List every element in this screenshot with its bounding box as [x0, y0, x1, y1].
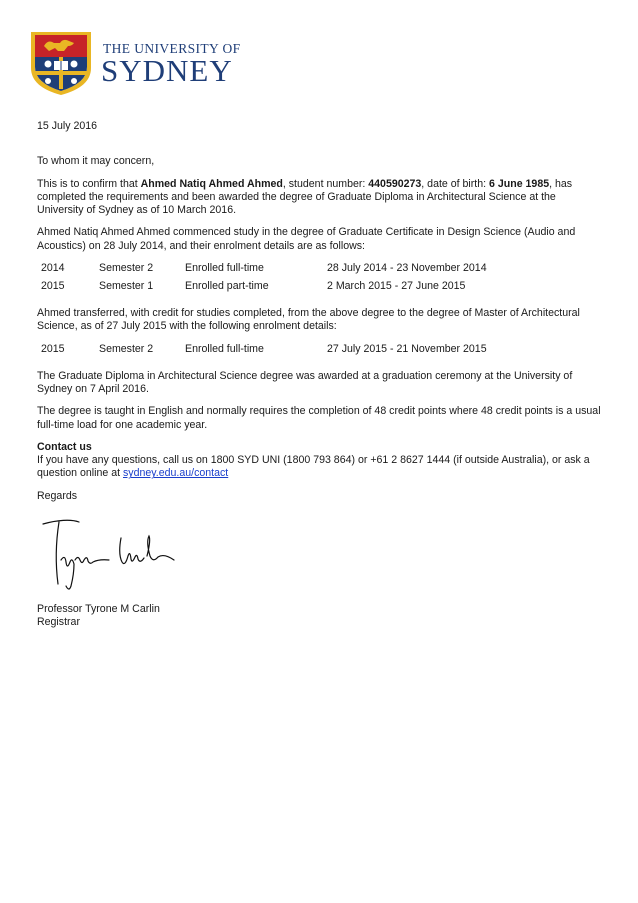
year-cell: 2014 — [41, 262, 65, 275]
transferred-paragraph: Ahmed transferred, with credit for studies completed, from the above degree to the degree of Master of Architectural Science, as of 27 July 2015 with the following enrolment details: — [37, 307, 580, 333]
date-of-birth: 6 June 1985 — [489, 177, 550, 190]
signatory-name: Professor Tyrone M Carlin — [37, 603, 160, 616]
letter-body — [37, 120, 602, 630]
dates-cell: 28 July 2014 - 23 November 2014 — [327, 262, 487, 275]
year-cell: 2015 — [41, 280, 65, 293]
semester-cell: Semester 2 — [99, 342, 154, 355]
table-row — [37, 280, 507, 298]
awarded-paragraph: The Graduate Diploma in Architectural Science degree was awarded at a graduation ceremony at the University of Sydney on 7 April 2016. — [37, 369, 573, 395]
salutation: To whom it may concern, — [37, 155, 155, 168]
semester-cell: Semester 1 — [99, 280, 154, 293]
university-name-line1: THE UNIVERSITY OF — [103, 41, 241, 56]
signatory-title: Registrar — [37, 616, 80, 629]
university-name-line2: SYDNEY — [101, 53, 233, 88]
letter-date: 15 July 2016 — [37, 120, 98, 132]
text: If you have any questions, call us on 1800 SYD UNI (1800 793 864) or +61 2 8627 1444 (if outside Australia), or ask a question online at — [37, 454, 590, 480]
university-crest-icon — [30, 30, 92, 96]
dates-cell: 2 March 2015 - 27 June 2015 — [327, 280, 466, 293]
semester-cell: Semester 2 — [99, 262, 154, 275]
enrolment-table-1 — [37, 262, 507, 298]
text: This is to confirm that — [37, 177, 141, 190]
status-cell: Enrolled full-time — [185, 262, 264, 275]
text: , student number: — [282, 177, 369, 190]
contact-paragraph — [37, 454, 602, 481]
commenced-paragraph: Ahmed Natiq Ahmed Ahmed commenced study in the degree of Graduate Certificate in Design Science (Audio and Acoustics) on 28 July 2014, and their enrolment details are as follows: — [37, 226, 576, 252]
text: , has completed the requirements and been awarded the degree of Graduate Diploma in Architectural Science at the University of Sydney as of 10 March 2016. — [37, 177, 573, 217]
taught-paragraph: The degree is taught in English and normally requires the completion of 48 credit points where 48 credit points is a usual full-time load for one academic year. — [37, 405, 601, 431]
dates-cell: 27 July 2015 - 21 November 2015 — [327, 342, 487, 355]
signature-icon — [37, 516, 182, 594]
confirmation-paragraph — [37, 178, 602, 218]
table-row — [37, 343, 507, 361]
letterhead — [30, 30, 330, 96]
table-row — [37, 262, 507, 280]
contact-heading: Contact us — [37, 440, 92, 453]
year-cell: 2015 — [41, 342, 65, 355]
regards: Regards — [37, 489, 78, 502]
contact-link[interactable]: sydney.edu.au/contact — [123, 467, 229, 480]
student-name: Ahmed Natiq Ahmed Ahmed — [140, 177, 283, 190]
student-number: 440590273 — [368, 177, 422, 190]
status-cell: Enrolled full-time — [185, 342, 264, 355]
status-cell: Enrolled part-time — [185, 280, 269, 293]
enrolment-table-2 — [37, 343, 507, 361]
text: , date of birth: — [421, 177, 490, 190]
